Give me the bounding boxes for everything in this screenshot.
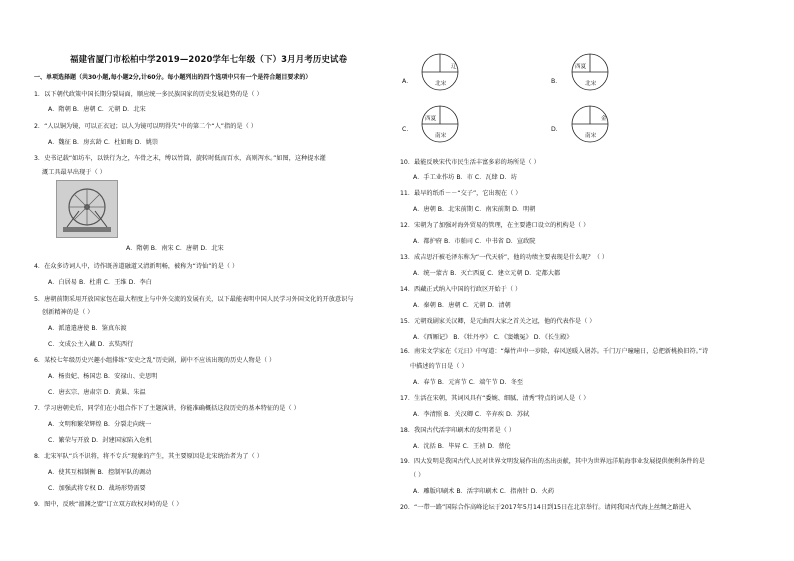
question-8: 8．北宋军队“兵不识将，将不专兵”现象的产生，其主要原因是北宋统治者为了（ ） [34, 453, 263, 460]
question-7-options-ab: A．文明和繁荣辉煌 B．分裂走向统一 [48, 421, 152, 428]
question-10: 10．最能反映宋代市民生活丰富多彩的场所是（ ） [400, 159, 540, 166]
question-11-options: A．唐朝 B．北宋前期 C．南宋前期 D．明朝 [413, 206, 536, 213]
map-letter-d: D． [551, 126, 562, 133]
question-5-cont: 创新精神的是（ ） [42, 309, 94, 316]
question-1-options: A．隋朝 B．唐朝 C．元朝 D．北宋 [48, 106, 146, 113]
question-10-options: A．手工业作坊 B．市 C．瓦肆 D．坊 [413, 174, 517, 181]
question-6-options-ab: A．杨贵妃、杨国忠 B．安禄山、史思明 [48, 373, 158, 380]
map-b-bottom: 北宋 [585, 81, 597, 87]
page-title: 福建省厦门市松柏中学2019—2020学年七年级（下）3月月考历史试卷 [70, 54, 348, 64]
question-17-options: A．李清照 B．关汉卿 C．辛弃疾 D．苏轼 [413, 411, 530, 418]
question-13: 13．成吉思汗被毛泽东称为“一代天骄”，他的功绩主要表现是什么呢？（ ） [400, 254, 609, 261]
question-19-cont: （ ） [410, 472, 425, 479]
question-3-cont: 溉工具最早出现于（ ） [42, 169, 106, 176]
question-16-options: A．春节 B．元宵节 C．端午节 D．冬至 [413, 379, 524, 386]
question-13-options: A．统一蒙古 B．灭亡西夏 C．建立元朝 D．定都大都 [413, 270, 561, 277]
question-15: 15．元朝戏剧家关汉卿，是元曲四大家之首关之冠，他的代表作是（ ） [400, 318, 596, 325]
question-19: 19．四大发明是我国古代人民对世界文明发展作出的杰出贡献，其中为世界远洋航海事业发展提供便利条件的是 [400, 458, 705, 465]
section-heading: 一、单项选择题（共30小题,每小题2分,计60分。每小题列出的四个选项中只有一个是符合题目要求的） [34, 74, 312, 81]
question-7-options-cd: C．繁荣与开放 D．封建国家陷入危机 [48, 437, 152, 444]
question-15-options: A．《西厢记》 B．《牡丹亭》 C．《窦娥冤》 D．《长生殿》 [413, 334, 573, 341]
map-a-top: 辽 [451, 64, 457, 70]
question-4-options: A．白居易 B．杜甫 C．王维 D．李白 [48, 279, 152, 286]
question-1: 1．以下朝代政策中国长期分裂局面，顺应统一多民族国家的历史发展趋势的是（ ） [34, 91, 263, 98]
map-option-a [408, 52, 468, 100]
question-18-options: A．沈括 B．毕昇 C．王祯 D．蔡伦 [413, 443, 511, 450]
question-16: 16．南宋文学家在《元日》中写道：“爆竹声中一岁除，春风送暖入屠苏。千门万户曈曈日，总把新桃换旧符。”诗 [400, 348, 709, 355]
question-17: 17．生活在宋朝，其词风具有“委婉、细腻、清秀”特点的词人是（ ） [400, 395, 590, 402]
question-11: 11．最早的纸币－－“交子”，它出现在（ ） [400, 190, 522, 197]
map-letter-a: A． [402, 78, 413, 85]
map-d-bottom: 南宋 [585, 133, 597, 139]
question-20: 20．“一带一路”国际合作高峰论坛于2017年5月14日到15日在北京举行。请问我国古代海上丝绸之路进入 [400, 504, 692, 511]
map-a-bottom: 北宋 [435, 81, 447, 87]
question-12-options: A．都护府 B．市舶司 C．中书省 D．宣政院 [413, 238, 536, 245]
question-2-options: A．魏征 B．房玄龄 C．杜如晦 D．姚崇 [48, 139, 159, 146]
map-letter-b: B． [551, 78, 562, 85]
question-3: 3．史书记载“如坊车，以铁行为之，车骨之末，缚以竹筒，旋转时低而百水，高则泻水。”如图，这种提水灌 [34, 155, 326, 162]
question-5-options-ab: A．派遣遣唐使 B．鉴真东渡 [48, 325, 127, 332]
waterwheel-image [56, 180, 118, 238]
map-b-topleft: 西夏 [575, 64, 587, 70]
map-c-topleft: 西夏 [425, 116, 437, 122]
question-9: 9．图中，反映“澶渊之盟”订立双方政权对峙的是（ ） [34, 501, 183, 508]
question-6-options-cd: C．唐玄宗、唐肃宗 D．黄巢、朱温 [48, 389, 146, 396]
map-letter-c: C． [402, 126, 413, 133]
question-14-options: A．秦朝 B．唐朝 C．元朝 D．清朝 [413, 302, 511, 309]
map-option-d [558, 104, 618, 152]
question-8-options-cd: C．加强武将专权 D．战场形势需要 [48, 485, 146, 492]
map-c-bottom: 南宋 [435, 133, 447, 139]
map-option-c [408, 104, 468, 152]
question-19-options: A．雕版印刷术 B．活字印刷术 C．指南针 D．火药 [413, 488, 555, 495]
question-6: 6．某校七年级历史兴趣小组排练“安史之乱”历史剧，剧中不应该出现的历史人物是（ ） [34, 357, 276, 364]
question-3-options: A．隋朝 B．南宋 C．唐朝 D．北宋 [126, 245, 224, 252]
question-14: 14．西藏正式纳入中国的行政区开始于（ ） [400, 286, 522, 293]
map-option-b [558, 52, 618, 100]
question-5-options-cd: C．文成公主入藏 D．玄奘西行 [48, 341, 134, 348]
question-16-cont: 中描述的节日是（ ） [410, 363, 468, 370]
map-d-top: 金 [601, 116, 607, 122]
question-7: 7．学习唐朝史后，同学们在小组合作下了主题演讲，你能准确概括这段历史的基本特征的是（ ） [34, 405, 300, 412]
question-4: 4．在众多诗词人中，诗作既善道融道又清新明畅，被称为“诗仙”的是（ ） [34, 263, 239, 270]
question-12: 12．宋朝为了加强对海外贸易的管理，在主要港口设立的机构是（ ） [400, 222, 590, 229]
question-18: 18．我国古代活字印刷术的发明者是（ ） [400, 427, 516, 434]
question-5: 5．唐朝前期采用开放国家包在最大程度上与中外交流的发展有关，以下最能表明中国人民学习外国文化的开放意识与 [34, 296, 354, 303]
question-2: 2．“人以铜为镜，可以正衣冠；以人为镜可以明得失”中的第二个“人”指的是（ ） [34, 123, 257, 130]
question-8-options-ab: A．使其互相制衡 B．控制军队的调动 [48, 469, 152, 476]
